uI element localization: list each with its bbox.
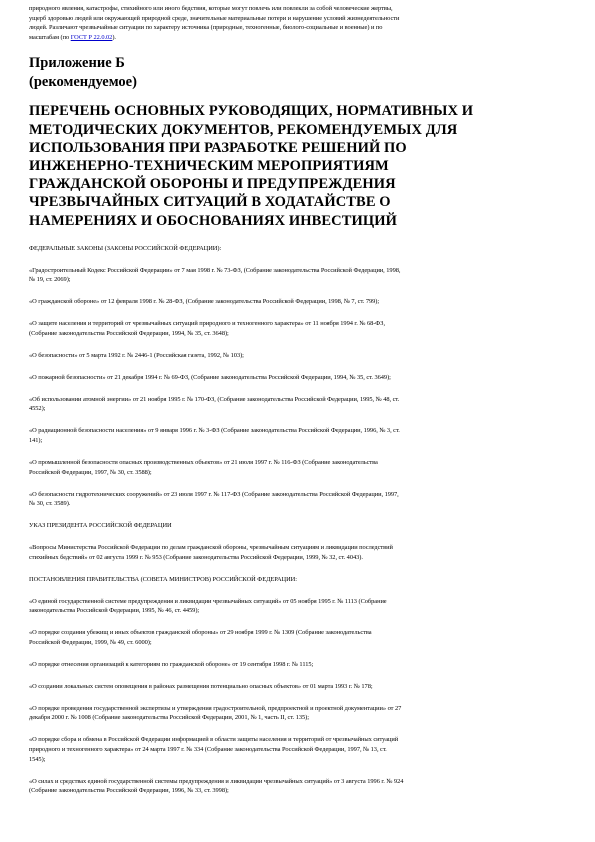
intro-line: людей. Различают чрезвычайные ситуации по характеру источника (природные, техногенные, биолого-социальные и военные) и по <box>29 24 383 32</box>
list-item <box>29 266 566 285</box>
document-page <box>29 4 566 808</box>
item-line: «О порядке отнесения организаций к категориям по гражданской обороне» от 19 сентября 1998 г. № 1115; <box>29 660 314 668</box>
item-line: № 30, ст. 3589). <box>29 500 71 508</box>
item-line: «Вопросы Министерства Российской Федерации по делам гражданской обороны, чрезвычайным ситуациям и ликвидации последствий <box>29 544 393 552</box>
item-line: Российской Федерации, 1999, № 49, ст. 6000); <box>29 638 152 646</box>
list-item <box>29 597 566 616</box>
title-line: НАМЕРЕНИЯХ И ОБОСНОВАНИЯХ ИНВЕСТИЦИЙ <box>29 212 398 229</box>
appendix-type: (рекомендуемое) <box>29 74 137 91</box>
document-title <box>29 102 566 229</box>
item-line: «О порядке сбора и обмена в Российской Федерации информацией в области защиты населения и территорий от чрезвычайных ситуаций <box>29 736 399 744</box>
list-item <box>29 319 566 338</box>
list-item <box>29 543 566 562</box>
item-line: 4552); <box>29 405 46 413</box>
item-line: «О промышленной безопасности опасных производственных объектов» от 21 июля 1997 г. № 116-ФЗ (Собрание законодательства <box>29 459 378 467</box>
appendix-heading <box>29 54 566 92</box>
item-line: «О защите населения и территорий от чрезвычайных ситуаций природного и техногенного характера» от 11 ноября 1994 г. № 68-ФЗ, <box>29 320 386 328</box>
list-item <box>29 735 566 764</box>
section-heading-federal-laws: ФЕДЕРАЛЬНЫЕ ЗАКОНЫ (ЗАКОНЫ РОССИЙСКОЙ ФЕДЕРАЦИИ): <box>29 244 222 252</box>
list-item <box>29 704 566 723</box>
item-line: стихийных бедствий» от 02 августа 1999 г. № 953 (Собрание законодательства Российской Федерации, 1999, № 32, ст. 4043). <box>29 553 363 561</box>
item-line: «О безопасности» от 5 марта 1992 г. № 2446-1 (Российская газета, 1992, № 103); <box>29 351 244 359</box>
item-line: Российской Федерации, 1997, № 30, ст. 3588); <box>29 468 152 476</box>
item-line: декабря 2000 г. № 1008 (Собрание законодательства Российской Федерации, 2001, № 1, часть II, ст. 135); <box>29 714 309 722</box>
item-line: (Собрание законодательства Российской Федерации, 1994, № 35, ст. 3648); <box>29 329 229 337</box>
item-line: «О безопасности гидротехнических сооружений» от 23 июля 1997 г. № 117-ФЗ (Собрание законодательства Российской Федерации, 1997, <box>29 490 399 498</box>
item-line: № 19, ст. 2069); <box>29 276 71 284</box>
list-item <box>29 297 566 307</box>
item-line: законодательства Российской Федерации, 1995, № 46, ст. 4459); <box>29 607 200 615</box>
intro-line: природного явления, катастрофы, стихийного или иного бедствия, которые могут повлечь или повлекли за собой человеческие жертвы, <box>29 5 393 12</box>
gost-link[interactable]: ГОСТ Р 22.0.02 <box>70 33 113 41</box>
list-item <box>29 458 566 477</box>
intro-prefix: масштабам (по <box>29 33 71 41</box>
section-heading-presidential-decree: УКАЗ ПРЕЗИДЕНТА РОССИЙСКОЙ ФЕДЕРАЦИИ <box>29 522 172 530</box>
item-line: «О радиационной безопасности населения» от 9 января 1996 г. № 3-ФЗ (Собрание законодательства Российской Федерации, 1996, № 3, ст. <box>29 427 400 435</box>
title-line: ИСПОЛЬЗОВАНИЯ ПРИ РАЗРАБОТКЕ РЕШЕНИЙ ПО <box>29 139 407 156</box>
section-heading-government-decrees: ПОСТАНОВЛЕНИЯ ПРАВИТЕЛЬСТВА (СОВЕТА МИНИСТРОВ) РОССИЙСКОЙ ФЕДЕРАЦИИ: <box>29 575 297 583</box>
item-line: природного и техногенного характера» от 24 марта 1997 г. № 334 (Собрание законодательства Российской Федерации, 1997, № 13, ст. <box>29 746 387 754</box>
title-line: ГРАЖДАНСКОЙ ОБОРОНЫ И ПРЕДУПРЕЖДЕНИЯ <box>29 176 396 193</box>
intro-last-line <box>29 33 566 43</box>
item-line: «О пожарной безопасности» от 21 декабря 1994 г. № 69-ФЗ, (Собрание законодательства Российской Федерации, 1994, № 35, ст. 3649); <box>29 373 391 381</box>
item-line: «О порядке проведения государственной экспертизы и утверждения градостроительной, предпроектной и проектной документации» от 27 <box>29 704 402 712</box>
list-item <box>29 682 566 692</box>
intro-paragraph <box>29 4 566 42</box>
list-item <box>29 373 566 383</box>
intro-line: ущерб здоровью людей или окружающей природной среде, значительные материальные потери и нарушение условий жизнедеятельности <box>29 14 400 22</box>
title-line: МЕТОДИЧЕСКИХ ДОКУМЕНТОВ, РЕКОМЕНДУЕМЫХ ДЛЯ <box>29 121 458 138</box>
title-line: ПЕРЕЧЕНЬ ОСНОВНЫХ РУКОВОДЯЩИХ, НОРМАТИВНЫХ И <box>29 103 474 120</box>
list-item <box>29 490 566 509</box>
list-item <box>29 660 566 670</box>
item-line: «О силах и средствах единой государственной системы предупреждения и ликвидации чрезвычайных ситуаций» от 3 августа 1996 г. № 924 <box>29 777 404 785</box>
intro-suffix: ). <box>112 33 116 41</box>
item-line: 1545); <box>29 755 46 763</box>
title-line: ЧРЕЗВЫЧАЙНЫХ СИТУАЦИЙ В ХОДАТАЙСТВЕ О <box>29 194 391 211</box>
item-line: «О гражданской обороне» от 12 февраля 1998 г. № 28-ФЗ, (Собрание законодательства Российской Федерации, 1998, № 7, ст. 799); <box>29 298 380 306</box>
list-item <box>29 777 566 796</box>
item-line: «Градостроительный Кодекс Российской Федерации» от 7 мая 1998 г. № 73-ФЗ, (Собрание законодательства Российской Федерации, 1998, <box>29 266 401 274</box>
item-line: (Собрание законодательства Российской Федерации, 1996, № 33, ст. 3998); <box>29 787 229 795</box>
appendix-label: Приложение Б <box>29 55 125 72</box>
list-item <box>29 628 566 647</box>
item-line: «О создании локальных систем оповещения в районах размещения потенциально опасных объектов» от 01 марта 1993 г. № 178; <box>29 682 373 690</box>
item-line: «О порядке создания убежищ и иных объектов гражданской обороны» от 29 ноября 1999 г. № 1309 (Собрание законодательства <box>29 629 372 637</box>
list-item <box>29 351 566 361</box>
item-line: «О единой государственной системе предупреждения и ликвидации чрезвычайных ситуаций» от 05 ноября 1995 г. № 1113 (Собрание <box>29 597 387 605</box>
list-item <box>29 426 566 445</box>
list-item <box>29 395 566 414</box>
item-line: «Об использовании атомной энергии» от 21 ноября 1995 г. № 170-ФЗ, (Собрание законодательства Российской Федерации, 1995, № 48, ст. <box>29 395 400 403</box>
item-line: 141); <box>29 437 43 445</box>
title-line: ИНЖЕНЕРНО-ТЕХНИЧЕСКИМ МЕРОПРИЯТИЯМ <box>29 157 389 174</box>
